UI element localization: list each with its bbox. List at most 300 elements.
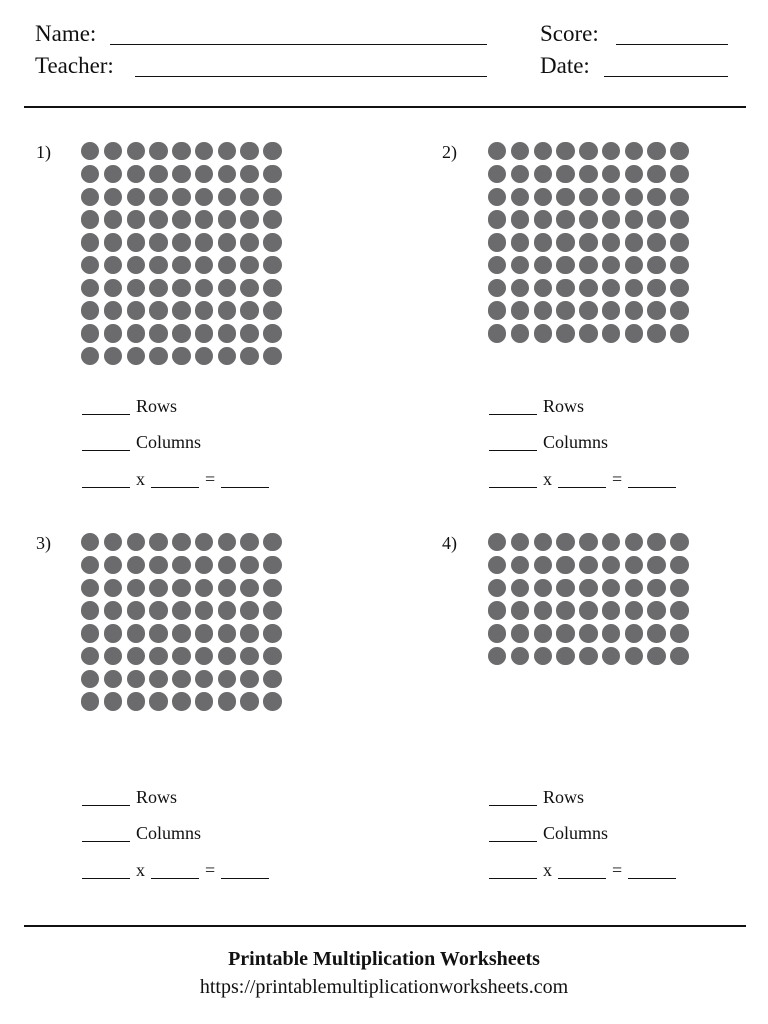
dot [195, 233, 213, 251]
multiplication-equation [489, 469, 682, 489]
dot [670, 142, 688, 160]
dot [240, 188, 258, 206]
date-field[interactable] [604, 76, 728, 77]
dot [579, 301, 597, 319]
columns-blank[interactable] [489, 449, 537, 451]
dot [149, 279, 167, 297]
dot [579, 579, 597, 597]
columns-label: Columns [543, 823, 609, 843]
dot [172, 279, 190, 297]
dot [602, 256, 620, 274]
dot [534, 324, 552, 342]
dot [195, 188, 213, 206]
factor-2-blank[interactable] [558, 877, 606, 879]
rows-answer [489, 396, 584, 416]
dot [534, 624, 552, 642]
dot [647, 647, 665, 665]
dot [81, 279, 99, 297]
dot [602, 601, 620, 619]
dot [240, 601, 258, 619]
dot [534, 188, 552, 206]
dot [602, 579, 620, 597]
dot [263, 233, 281, 251]
dot [127, 210, 145, 228]
dot [195, 324, 213, 342]
dot [556, 165, 574, 183]
dot [534, 556, 552, 574]
dot [647, 556, 665, 574]
dot [488, 556, 506, 574]
dot [647, 256, 665, 274]
dot [149, 533, 167, 551]
dot [263, 347, 281, 365]
dot [240, 324, 258, 342]
dot [218, 165, 236, 183]
product-blank[interactable] [221, 877, 269, 879]
dot [104, 233, 122, 251]
dot [647, 624, 665, 642]
dot [602, 533, 620, 551]
dot [149, 601, 167, 619]
dot [127, 533, 145, 551]
dot [104, 165, 122, 183]
dot [488, 142, 506, 160]
dot [625, 142, 643, 160]
dot [127, 188, 145, 206]
dot [670, 624, 688, 642]
dot [127, 579, 145, 597]
rows-label: Rows [543, 396, 585, 416]
dot [534, 142, 552, 160]
dot [602, 142, 620, 160]
dot [195, 256, 213, 274]
dot [81, 142, 99, 160]
dot [104, 188, 122, 206]
dot [670, 647, 688, 665]
dot [218, 233, 236, 251]
dot [534, 647, 552, 665]
rows-blank[interactable] [82, 804, 130, 806]
dot [625, 324, 643, 342]
dot [263, 533, 281, 551]
dot [218, 533, 236, 551]
dot [670, 324, 688, 342]
dot [647, 301, 665, 319]
dot [172, 533, 190, 551]
dot [218, 692, 236, 710]
dot [195, 692, 213, 710]
dot [625, 556, 643, 574]
multiplication-equation [82, 860, 275, 880]
dot [195, 210, 213, 228]
dot [218, 210, 236, 228]
factor-2-blank[interactable] [151, 877, 199, 879]
dot [104, 624, 122, 642]
dot [127, 670, 145, 688]
dot [127, 647, 145, 665]
dot [579, 624, 597, 642]
header-divider [24, 106, 746, 108]
dot [172, 256, 190, 274]
dot [602, 324, 620, 342]
dot [534, 256, 552, 274]
dot [127, 233, 145, 251]
rows-blank[interactable] [82, 413, 130, 415]
dot [104, 347, 122, 365]
dot [579, 533, 597, 551]
dot [625, 533, 643, 551]
dot [81, 347, 99, 365]
dot [602, 165, 620, 183]
dot [127, 324, 145, 342]
dot [127, 256, 145, 274]
dot [149, 301, 167, 319]
dot [263, 279, 281, 297]
dot [647, 233, 665, 251]
dot [556, 210, 574, 228]
dot [81, 188, 99, 206]
dot [511, 142, 529, 160]
dot [149, 579, 167, 597]
dot [556, 533, 574, 551]
dot [534, 301, 552, 319]
times-sign: x [136, 469, 145, 489]
dot [511, 601, 529, 619]
dot [488, 647, 506, 665]
dot [81, 692, 99, 710]
dot [195, 624, 213, 642]
dot [218, 142, 236, 160]
dot [602, 279, 620, 297]
dot [172, 324, 190, 342]
dot [670, 556, 688, 574]
columns-blank[interactable] [82, 840, 130, 842]
dot [81, 324, 99, 342]
dot [218, 624, 236, 642]
dot [149, 347, 167, 365]
dot [127, 692, 145, 710]
dot [172, 233, 190, 251]
product-blank[interactable] [221, 486, 269, 488]
dot [511, 165, 529, 183]
rows-label: Rows [136, 787, 178, 807]
dot [625, 188, 643, 206]
dot [127, 301, 145, 319]
dot [127, 556, 145, 574]
footer-divider [24, 925, 746, 927]
dot [625, 301, 643, 319]
dot [602, 233, 620, 251]
dot [195, 165, 213, 183]
dot [647, 279, 665, 297]
dot [172, 301, 190, 319]
dot [127, 165, 145, 183]
rows-blank[interactable] [489, 413, 537, 415]
dot [81, 165, 99, 183]
dot [195, 670, 213, 688]
dot [172, 579, 190, 597]
dot [81, 579, 99, 597]
dot [127, 624, 145, 642]
equals-sign: = [205, 469, 216, 489]
factor-2-blank[interactable] [558, 486, 606, 488]
dot [579, 279, 597, 297]
rows-label: Rows [136, 396, 178, 416]
dot [670, 301, 688, 319]
dot [511, 301, 529, 319]
dot [81, 256, 99, 274]
dot [240, 624, 258, 642]
dot [488, 301, 506, 319]
dot [263, 601, 281, 619]
dot [149, 165, 167, 183]
dot [670, 165, 688, 183]
dot [647, 188, 665, 206]
dot [625, 647, 643, 665]
score-field[interactable] [616, 44, 728, 45]
dot [104, 324, 122, 342]
dot [488, 210, 506, 228]
dot [240, 579, 258, 597]
columns-answer [82, 432, 201, 452]
dot [511, 579, 529, 597]
dot [556, 233, 574, 251]
name-label: Name: [35, 21, 97, 46]
dot [149, 188, 167, 206]
columns-answer [489, 823, 608, 843]
equals-sign: = [612, 469, 623, 489]
dot [240, 256, 258, 274]
dot [534, 165, 552, 183]
times-sign: x [136, 860, 145, 880]
dot [172, 670, 190, 688]
factor-1-blank[interactable] [489, 877, 537, 879]
dot [556, 647, 574, 665]
dot [127, 279, 145, 297]
dot [149, 233, 167, 251]
dot [172, 165, 190, 183]
dot [647, 210, 665, 228]
dot [647, 142, 665, 160]
dot [172, 556, 190, 574]
dot [240, 647, 258, 665]
dot [263, 301, 281, 319]
equals-sign: = [205, 860, 216, 880]
dot-array [81, 533, 282, 711]
dot [104, 142, 122, 160]
dot [647, 533, 665, 551]
dot [534, 233, 552, 251]
dot [579, 601, 597, 619]
teacher-field[interactable] [135, 76, 487, 77]
dot [218, 324, 236, 342]
dot [218, 301, 236, 319]
rows-blank[interactable] [489, 804, 537, 806]
dot [127, 347, 145, 365]
date-label: Date: [540, 53, 590, 78]
dot [670, 210, 688, 228]
dot [104, 692, 122, 710]
dot [195, 279, 213, 297]
product-blank[interactable] [628, 486, 676, 488]
dot [488, 279, 506, 297]
dot [81, 533, 99, 551]
dot [127, 142, 145, 160]
product-blank[interactable] [628, 877, 676, 879]
rows-answer [82, 396, 177, 416]
dot [218, 601, 236, 619]
dot [534, 210, 552, 228]
columns-label: Columns [136, 823, 202, 843]
dot [579, 210, 597, 228]
dot [556, 601, 574, 619]
dot [625, 256, 643, 274]
dot [488, 533, 506, 551]
dot [511, 279, 529, 297]
dot [511, 624, 529, 642]
dot [195, 142, 213, 160]
dot [579, 233, 597, 251]
dot [81, 624, 99, 642]
dot [488, 579, 506, 597]
dot [240, 533, 258, 551]
dot [218, 647, 236, 665]
dot [488, 324, 506, 342]
columns-answer [82, 823, 201, 843]
dot [195, 647, 213, 665]
dot [670, 579, 688, 597]
multiplication-equation [82, 469, 275, 489]
factor-1-blank[interactable] [489, 486, 537, 488]
factor-1-blank[interactable] [82, 486, 130, 488]
dot [218, 556, 236, 574]
dot [488, 624, 506, 642]
columns-label: Columns [543, 432, 609, 452]
dot [534, 279, 552, 297]
dot [172, 210, 190, 228]
dot [172, 142, 190, 160]
dot [81, 556, 99, 574]
dot [602, 210, 620, 228]
footer-url[interactable]: https://printablemultiplicationworksheets.com [199, 976, 569, 998]
dot [81, 601, 99, 619]
dot [625, 624, 643, 642]
dot [488, 233, 506, 251]
dot [670, 533, 688, 551]
dot [625, 233, 643, 251]
dot [647, 165, 665, 183]
dot [556, 579, 574, 597]
dot [263, 142, 281, 160]
dot [579, 324, 597, 342]
dot [149, 556, 167, 574]
dot [579, 256, 597, 274]
dot [149, 692, 167, 710]
equals-sign: = [612, 860, 623, 880]
dot [104, 256, 122, 274]
dot [218, 256, 236, 274]
dot [263, 579, 281, 597]
dot [127, 601, 145, 619]
dot [670, 188, 688, 206]
footer-title: Printable Multiplication Worksheets [228, 948, 540, 970]
dot [511, 324, 529, 342]
dot [263, 692, 281, 710]
dot [625, 601, 643, 619]
dot [195, 579, 213, 597]
dot [104, 670, 122, 688]
columns-blank[interactable] [489, 840, 537, 842]
dot-array [488, 533, 689, 665]
dot [240, 233, 258, 251]
dot [263, 188, 281, 206]
dot [511, 556, 529, 574]
problem-number: 4) [442, 533, 457, 553]
dot [104, 601, 122, 619]
dot [511, 188, 529, 206]
dot [602, 624, 620, 642]
dot [81, 670, 99, 688]
dot [149, 142, 167, 160]
times-sign: x [543, 860, 552, 880]
dot [172, 601, 190, 619]
dot [602, 556, 620, 574]
dot [670, 256, 688, 274]
factor-2-blank[interactable] [151, 486, 199, 488]
dot [263, 210, 281, 228]
dot [263, 647, 281, 665]
dot [218, 670, 236, 688]
factor-1-blank[interactable] [82, 877, 130, 879]
dot [556, 556, 574, 574]
name-field[interactable] [110, 44, 487, 45]
dot [240, 692, 258, 710]
dot [149, 624, 167, 642]
dot [149, 670, 167, 688]
dot [240, 347, 258, 365]
dot [670, 601, 688, 619]
dot [240, 279, 258, 297]
dot [81, 233, 99, 251]
dot [263, 556, 281, 574]
dot [556, 256, 574, 274]
dot [625, 165, 643, 183]
dot [104, 533, 122, 551]
dot [195, 347, 213, 365]
multiplication-equation [489, 860, 682, 880]
dot [240, 165, 258, 183]
dot [240, 210, 258, 228]
dot [647, 601, 665, 619]
dot [511, 210, 529, 228]
dot [488, 256, 506, 274]
dot [511, 233, 529, 251]
dot [218, 188, 236, 206]
times-sign: x [543, 469, 552, 489]
columns-answer [489, 432, 608, 452]
dot [240, 670, 258, 688]
dot [625, 210, 643, 228]
dot [263, 670, 281, 688]
dot [104, 210, 122, 228]
columns-blank[interactable] [82, 449, 130, 451]
dot [172, 188, 190, 206]
dot [670, 233, 688, 251]
dot [488, 601, 506, 619]
dot [172, 647, 190, 665]
dot [534, 533, 552, 551]
dot [602, 188, 620, 206]
